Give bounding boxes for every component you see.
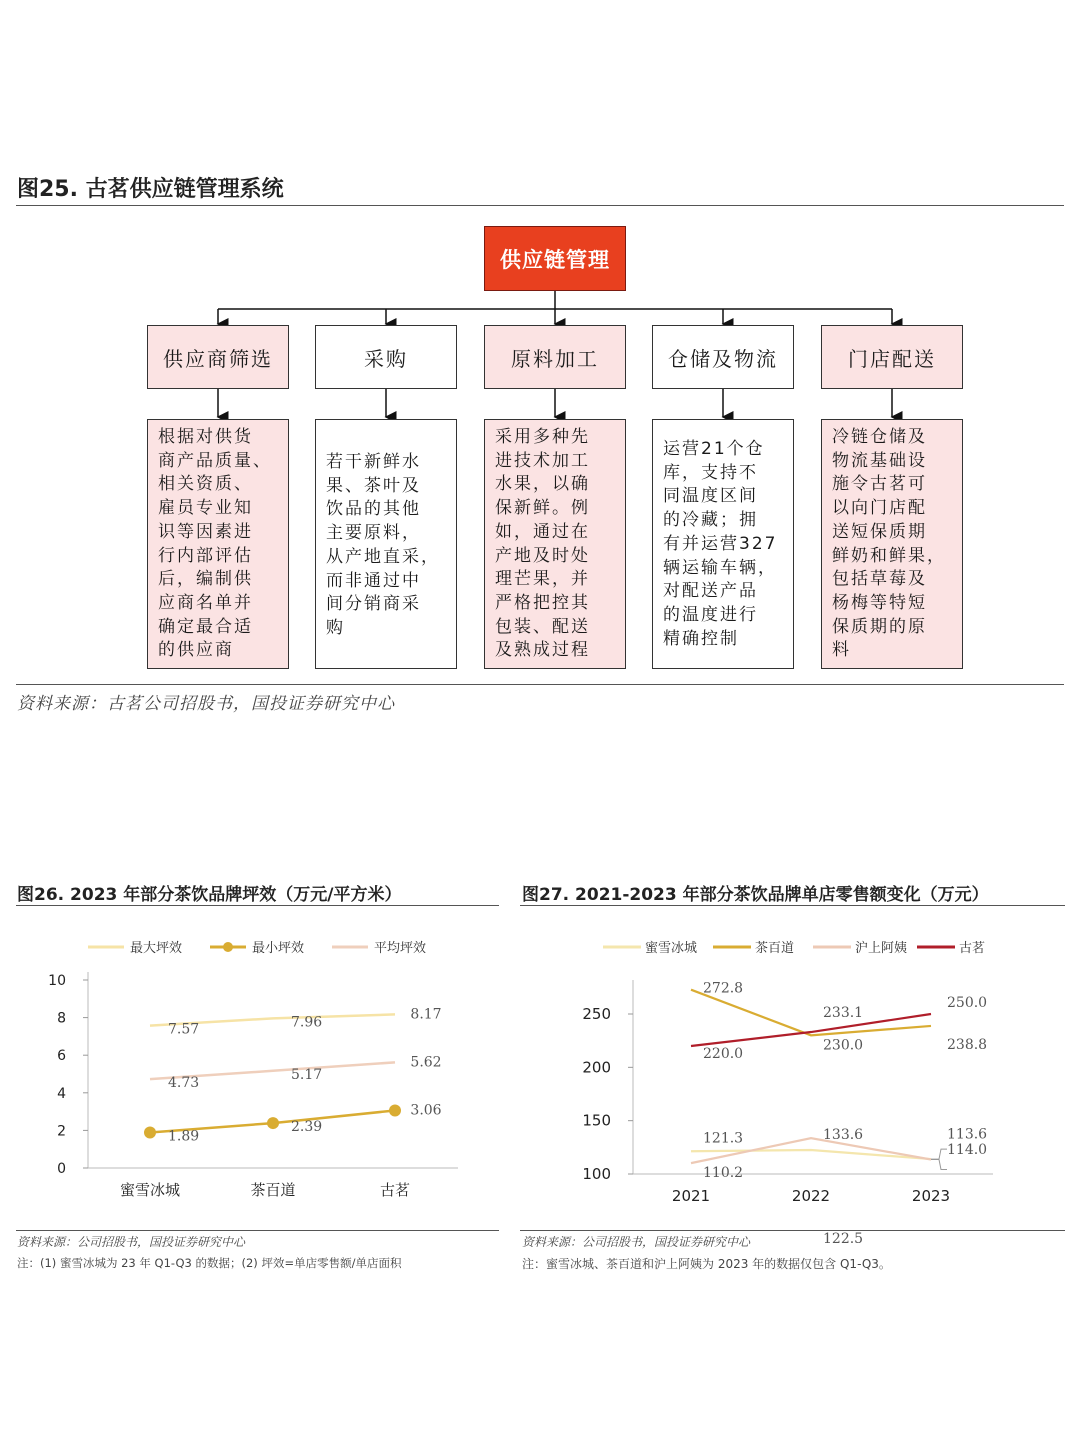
description-box (652, 419, 794, 669)
data-label: 250.0 (947, 995, 988, 1011)
description-line: 辆运输车辆， (663, 557, 777, 578)
description-box (821, 419, 963, 669)
description-line: 饮品的其他 (326, 499, 421, 520)
x-tick-label: 2022 (791, 1187, 831, 1205)
y-tick-label: 100 (582, 1165, 611, 1183)
data-label: 5.17 (291, 1066, 323, 1083)
y-tick-label: 2 (57, 1123, 66, 1140)
data-label: 113.6 (947, 1126, 988, 1143)
description-line: 物流基础设 (832, 450, 927, 471)
leader-line (931, 1159, 947, 1169)
fig27-note: 注：蜜雪冰城、茶百道和沪上阿姨为 2023 年的数据仅包含 Q1-Q3。 (522, 1257, 891, 1271)
y-tick-label: 6 (57, 1048, 66, 1065)
description-line: 产地及时处 (495, 545, 590, 566)
fig25-title: 图25. 古茗供应链管理系统 (17, 177, 284, 202)
description-line: 库，支持不 (663, 462, 758, 483)
description-line: 鲜奶和鲜果， (832, 545, 946, 566)
description-line: 确定最合适 (158, 616, 253, 637)
y-tick-label: 0 (57, 1161, 66, 1177)
description-line: 冷链仓储及 (832, 427, 927, 447)
x-tick-label: 蜜雪冰城 (119, 1181, 181, 1199)
x-tick-label: 茶百道 (250, 1181, 296, 1199)
description-line: 如，通过在 (495, 521, 590, 542)
description-line: 的温度进行 (663, 604, 758, 625)
description-line: 包装、配送 (495, 616, 590, 637)
data-label: 220.0 (703, 1046, 744, 1062)
description-box (484, 419, 626, 669)
fig25-source: 资料来源：古茗公司招股书，国投证券研究中心 (17, 694, 395, 714)
x-tick-label: 2023 (911, 1187, 951, 1205)
data-label: 122.5 (823, 1231, 864, 1247)
category-box-store-delivery (821, 325, 963, 389)
fig26-bottom-rule (16, 1230, 499, 1231)
description-line: 采用多种先 (495, 427, 590, 447)
fig27-title: 图27. 2021-2023 年部分茶饮品牌单店零售额变化（万元） (522, 885, 989, 905)
data-label: 7.96 (291, 1014, 323, 1031)
category-box-warehousing (652, 325, 794, 389)
data-label: 233.1 (823, 1005, 864, 1022)
description-line: 识等因素进 (158, 521, 253, 542)
y-tick-label: 250 (582, 1005, 611, 1023)
description-line: 根据对供货 (158, 427, 253, 447)
fig25-bottom-rule (16, 684, 1064, 685)
legend-label: 古茗 (959, 941, 986, 956)
description-line: 包括草莓及 (832, 569, 927, 590)
description-line: 相关资质、 (158, 474, 253, 495)
legend-marker (223, 942, 233, 952)
data-label: 1.89 (168, 1128, 200, 1145)
legend-label: 蜜雪冰城 (645, 941, 698, 956)
fig26-chart (10, 910, 500, 1230)
description-line: 保质期的原 (832, 616, 927, 637)
description-line: 后，编制供 (158, 569, 253, 590)
description-line: 杨梅等特短 (832, 592, 927, 613)
description-line: 间分销商采 (326, 594, 421, 615)
data-label: 272.8 (703, 980, 744, 997)
legend-label: 最小坪效 (252, 941, 305, 956)
y-tick-label: 8 (57, 1010, 66, 1027)
description-line: 及熟成过程 (495, 640, 590, 661)
category-box-processing (484, 325, 626, 389)
data-point (144, 1126, 156, 1138)
description-line: 的供应商 (158, 640, 234, 661)
description-line: 送短保质期 (832, 521, 927, 542)
category-label: 仓储及物流 (668, 346, 778, 371)
data-point (389, 1104, 401, 1116)
description-line: 行内部评估 (158, 545, 253, 566)
data-label: 5.62 (410, 1054, 442, 1071)
legend-label: 沪上阿姨 (855, 941, 908, 956)
data-label: 7.57 (168, 1021, 200, 1038)
category-box-procurement (315, 325, 457, 389)
description-line: 同温度区间 (663, 486, 758, 507)
description-line: 进技术加工 (495, 450, 590, 471)
root-node-label: 供应链管理 (500, 247, 610, 272)
description-line: 商产品质量、 (158, 450, 272, 471)
description-line: 从产地直采， (326, 546, 440, 567)
root-node (484, 226, 626, 291)
fig26-title-rule (16, 905, 499, 906)
data-label: 230.0 (823, 1037, 864, 1054)
description-line: 购 (326, 617, 345, 638)
description-line: 有并运营327 (663, 533, 778, 554)
data-point (267, 1117, 279, 1129)
description-line: 果、茶叶及 (326, 475, 421, 496)
legend-label: 平均坪效 (374, 941, 427, 956)
description-line: 理芒果，并 (495, 569, 590, 590)
description-line: 雇员专业知 (158, 498, 253, 519)
category-label: 供应商筛选 (163, 346, 273, 371)
description-line: 严格把控其 (495, 592, 590, 613)
description-line: 若干新鲜水 (326, 452, 421, 472)
description-line: 应商名单并 (158, 592, 253, 613)
fig26-title: 图26. 2023 年部分茶饮品牌坪效（万元/平方米） (17, 885, 402, 905)
data-label: 133.6 (823, 1127, 864, 1144)
fig27-bottom-rule (520, 1230, 1065, 1231)
description-box (315, 419, 457, 669)
leader-line (931, 1149, 947, 1159)
y-tick-label: 150 (582, 1111, 611, 1130)
data-label: 3.06 (410, 1102, 442, 1119)
category-label: 采购 (364, 346, 408, 371)
x-tick-label: 2021 (671, 1187, 711, 1205)
description-line: 主要原料， (326, 523, 421, 544)
data-label: 8.17 (410, 1006, 442, 1023)
description-box (147, 419, 289, 669)
description-line: 的冷藏；拥 (663, 510, 758, 531)
data-label: 2.39 (291, 1119, 323, 1136)
fig26-note: 注：(1) 蜜雪冰城为 23 年 Q1-Q3 的数据；(2) 坪效=单店零售额/单店面积 (17, 1256, 402, 1270)
category-label: 门店配送 (848, 346, 936, 371)
description-line: 以向门店配 (832, 498, 927, 519)
x-tick-label: 古茗 (379, 1181, 411, 1199)
y-tick-label: 200 (582, 1058, 611, 1077)
data-label: 110.2 (703, 1165, 744, 1182)
description-line: 水果，以确 (495, 474, 590, 495)
description-line: 精确控制 (663, 628, 739, 649)
y-tick-label: 4 (57, 1085, 66, 1102)
data-label: 4.73 (168, 1075, 200, 1092)
description-line: 保新鲜。例 (495, 498, 590, 519)
description-line: 施令古茗可 (832, 474, 927, 495)
description-line: 而非通过中 (326, 570, 421, 591)
fig26-source: 资料来源：公司招股书，国投证券研究中心 (17, 1235, 246, 1249)
description-line: 运营21个仓 (663, 439, 765, 459)
description-line: 对配送产品 (663, 581, 758, 602)
category-box-supplier-selection (147, 325, 289, 389)
category-label: 原料加工 (511, 346, 599, 371)
data-label: 114.0 (947, 1142, 988, 1159)
fig27-title-rule (520, 905, 1065, 906)
series-line (691, 1014, 931, 1046)
data-label: 238.8 (947, 1036, 988, 1053)
description-line: 料 (832, 640, 851, 661)
y-tick-label: 10 (48, 973, 66, 989)
legend-label: 最大坪效 (130, 941, 183, 956)
fig27-source: 资料来源：公司招股书，国投证券研究中心 (522, 1235, 751, 1249)
legend-label: 茶百道 (755, 941, 795, 956)
data-label: 121.3 (703, 1130, 744, 1147)
